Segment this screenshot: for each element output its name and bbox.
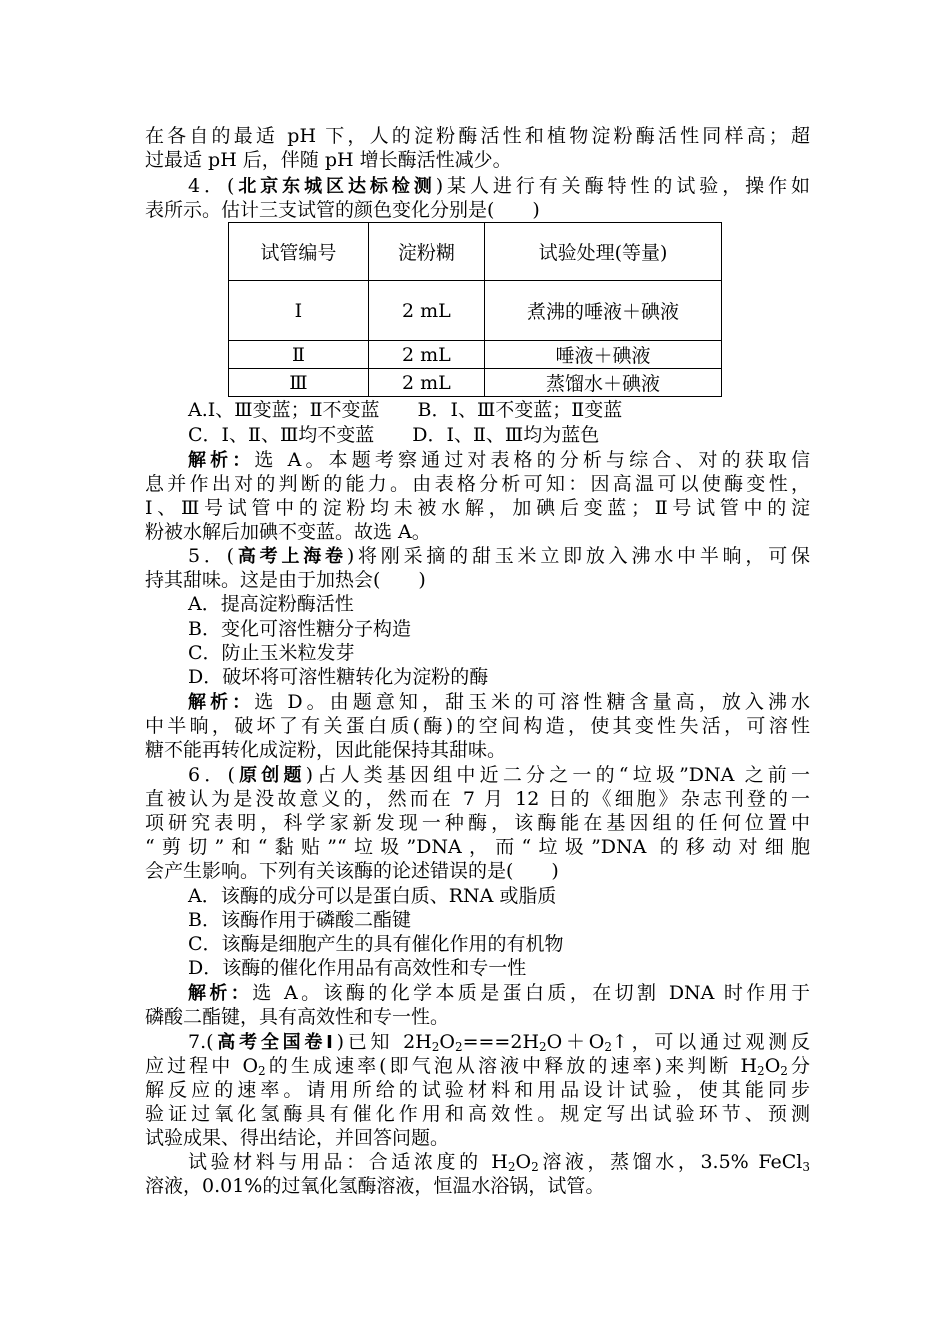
- question-6-stem-cont: 直被认为是没故意义的，然而在 7 月 12 日的《细胞》杂志刊登的一: [145, 788, 810, 810]
- table-cell: 煮沸的唾液＋碘液: [485, 281, 722, 341]
- question-7-stem-cont: 验证过氧化氢酶具有催化作用和高效性。规定写出试验环节、预测: [145, 1103, 810, 1125]
- question-4-stem-cont: 表所示。估计三支试管的颜色变化分别是( ): [145, 199, 540, 221]
- table-cell: 2 mL: [368, 369, 484, 397]
- table-cell: Ⅱ: [229, 341, 369, 369]
- question-source: 原创题: [234, 765, 306, 786]
- question-source: 高考上海卷: [234, 546, 347, 567]
- analysis-label: 解析：: [188, 983, 253, 1004]
- table-header-cell: 淀粉糊: [368, 223, 484, 281]
- table-header-row: [229, 223, 722, 281]
- question-5-option-d: D．破坏将可溶性糖转化为淀粉的酶: [188, 666, 489, 688]
- table-cell: Ⅰ: [229, 281, 369, 341]
- analysis-label: 解析：: [188, 692, 255, 713]
- answer-4-line: 息并作出对的判断的能力。由表格分析可知：因高温可以使酶变性，: [145, 473, 810, 495]
- table-row: [229, 281, 722, 341]
- question-7-stem-cont: 应过程中 $O_2$的生成速率(即气泡从溶液中释放的速率)来判断 $H_2O_2$分: [145, 1055, 810, 1078]
- question-source: 高考全国卷Ⅰ: [213, 1032, 337, 1053]
- question-5-option-c: C．防止玉米粒发芽: [188, 642, 355, 664]
- answer-5-line: 解析：选 D。由题意知，甜玉米的可溶性糖含量高，放入沸水: [188, 691, 811, 713]
- text-line: 过最适 pH 后，伴随 pH 增长酶活性减少。: [145, 149, 512, 171]
- question-5-stem-cont: 持其甜味。这是由于加热会( ): [145, 569, 426, 591]
- materials-line: 试验材料与用品：合适浓度的 $H_2O_2$溶液，蒸馏水，3.5% FeCl$_3$: [188, 1151, 810, 1174]
- question-7-stem-cont: 解反应的速率。请用所给的试验材料和用品设计试验，使其能同步: [145, 1079, 810, 1101]
- answer-6-line: 解析：选 A。该酶的化学本质是蛋白质，在切割 DNA 时作用于: [188, 982, 811, 1004]
- question-7-stem-cont: 试验成果、得出结论，并回答问题。: [145, 1127, 450, 1149]
- table-row: [229, 341, 722, 369]
- answer-5-line: 中半晌，破坏了有关蛋白质(酶)的空间构造，使其变性失活，可溶性: [145, 715, 810, 737]
- table-cell: 2 mL: [368, 281, 484, 341]
- table-cell: 蒸馏水＋碘液: [485, 369, 722, 397]
- question-5-stem: 5．(高考上海卷)将刚采摘的甜玉米立即放入沸水中半晌，可保: [188, 545, 810, 567]
- question-6-stem-cont: “剪切”和“黏贴”“垃圾”DNA，而“垃圾”DNA 的移动对细胞: [145, 836, 810, 858]
- answer-5-line: 糖不能再转化成淀粉，因此能保持其甜味。: [145, 739, 507, 761]
- question-source: 北京东城区达标检测: [234, 176, 436, 197]
- answer-4-line: 粉被水解后加碘不变蓝。故选 A。: [145, 521, 431, 543]
- question-6-stem: 6．(原创题)占人类基因组中近二分之一的“垃圾”DNA 之前一: [188, 764, 810, 786]
- question-5-option-a: A．提高淀粉酶活性: [188, 593, 354, 615]
- question-6-option-d: D．该酶的催化作用品有高效性和专一性: [188, 957, 527, 979]
- question-5-option-b: B．变化可溶性糖分子构造: [188, 618, 411, 640]
- experiment-table: [228, 222, 722, 397]
- question-6-option-c: C．该酶是细胞产生的具有催化作用的有机物: [188, 933, 564, 955]
- analysis-label: 解析：: [188, 450, 255, 471]
- table-cell: 2 mL: [368, 341, 484, 369]
- question-6-stem-cont: 会产生影响。下列有关该酶的论述错误的是( ): [145, 860, 559, 882]
- table-header-cell: 试验处理(等量): [485, 223, 722, 281]
- answer-4-line: 解析：选 A。本题考察通过对表格的分析与综合、对的获取信: [188, 449, 810, 471]
- table-cell: 唾液＋碘液: [485, 341, 722, 369]
- answer-6-line: 磷酸二酯键，具有高效性和专一性。: [145, 1006, 450, 1028]
- question-6-stem-cont: 项研究表明，科学家新发现一种酶，该酶能在基因组的任何位置中: [145, 812, 810, 834]
- materials-line: 溶液，0.01%的过氧化氢酶溶液，恒温水浴锅，试管。: [145, 1175, 605, 1197]
- text-line: 在各自的最适 pH 下，人的淀粉酶活性和植物淀粉酶活性同样高；超: [145, 125, 810, 147]
- question-7-stem: 7.(高考全国卷Ⅰ)已知 $2H_2O_2===2H_2O+O_2↑$，可以通过观测反: [188, 1031, 810, 1054]
- table-row: [229, 369, 722, 397]
- question-6-option-a: A．该酶的成分可以是蛋白质、RNA 或脂质: [188, 885, 557, 907]
- answer-4-line: Ⅰ、Ⅲ号试管中的淀粉均未被水解，加碘后变蓝；Ⅱ号试管中的淀: [145, 497, 810, 519]
- table-cell: Ⅲ: [229, 369, 369, 397]
- question-4-stem: 4．(北京东城区达标检测)某人进行有关酶特性的试验，操作如: [188, 175, 810, 197]
- question-4-options-ab: A.Ⅰ、Ⅲ变蓝；Ⅱ不变蓝 B．Ⅰ、Ⅲ不变蓝；Ⅱ变蓝: [188, 399, 623, 421]
- table-header-cell: 试管编号: [229, 223, 369, 281]
- question-4-options-cd: C．Ⅰ、Ⅱ、Ⅲ均不变蓝 D．Ⅰ、Ⅱ、Ⅲ均为蓝色: [188, 424, 600, 446]
- question-6-option-b: B．该酶作用于磷酸二酯键: [188, 909, 411, 931]
